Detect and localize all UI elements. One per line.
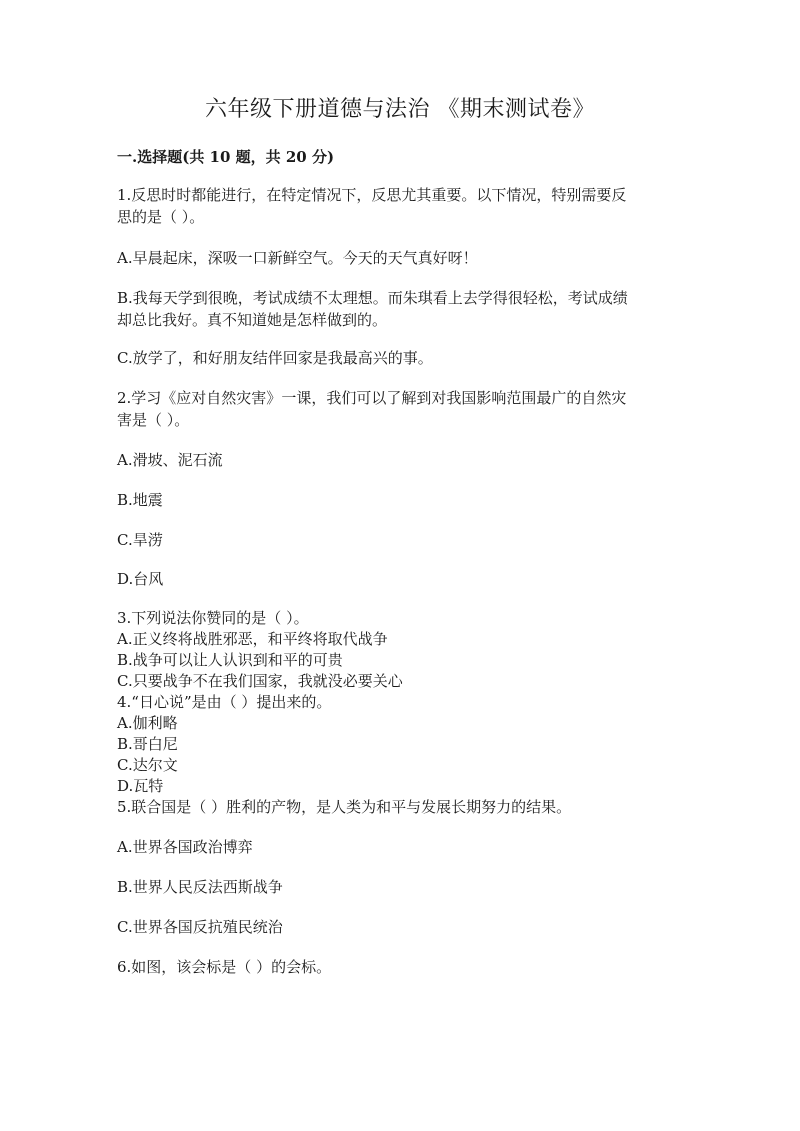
section-heading: 一.选择题(共 10 题，共 20 分) [117,148,335,166]
question-4-option-b: B.哥白尼 [117,735,178,753]
question-4-option-a: A.伽利略 [117,714,178,732]
question-1-option-c: C.放学了，和好朋友结伴回家是我最高兴的事。 [117,349,433,367]
question-1-text: 1.反思时时都能进行，在特定情况下，反思尤其重要。以下情况，特别需要反 [117,186,627,204]
question-2-text-cont: 害是（ ）。 [117,411,190,429]
question-5-text: 5.联合国是（ ）胜利的产物，是人类为和平与发展长期努力的结果。 [117,798,572,816]
question-1-option-a: A.早晨起床，深吸一口新鲜空气。今天的天气真好呀！ [117,249,478,267]
question-2-text: 2.学习《应对自然灾害》一课，我们可以了解到对我国影响范围最广的自然灾 [117,389,627,407]
question-1-text-cont: 思的是（ ）。 [117,208,205,226]
question-2-option-b: B.地震 [117,491,163,509]
question-5-option-a: A.世界各国政治博弈 [117,838,253,856]
question-3-option-a: A.正义终将战胜邪恶，和平终将取代战争 [117,630,388,648]
question-5-option-b: B.世界人民反法西斯战争 [117,878,283,896]
question-4-option-c: C.达尔文 [117,756,178,774]
question-5-option-c: C.世界各国反抗殖民统治 [117,918,283,936]
question-2-option-c: C.旱涝 [117,531,163,549]
question-6-text: 6.如图，该会标是（ ）的会标。 [117,958,332,976]
page-title: 六年级下册道德与法治 《期末测试卷》 [205,97,595,122]
question-2-option-a: A.滑坡、泥石流 [117,451,223,469]
question-3-text: 3.下列说法你赞同的是（ ）。 [117,609,309,627]
question-2-option-d: D.台风 [117,570,164,588]
question-3-option-b: B.战争可以让人认识到和平的可贵 [117,651,343,669]
question-1-option-b: B.我每天学到很晚，考试成绩不太理想。而朱琪看上去学得很轻松，考试成绩 [117,289,628,307]
question-4-option-d: D.瓦特 [117,777,164,795]
question-3-option-c: C.只要战争不在我们国家，我就没必要关心 [117,672,403,690]
question-1-option-b-cont: 却总比我好。真不知道她是怎样做到的。 [117,311,388,329]
question-4-text: 4.“日心说”是由（ ）提出来的。 [117,693,332,711]
